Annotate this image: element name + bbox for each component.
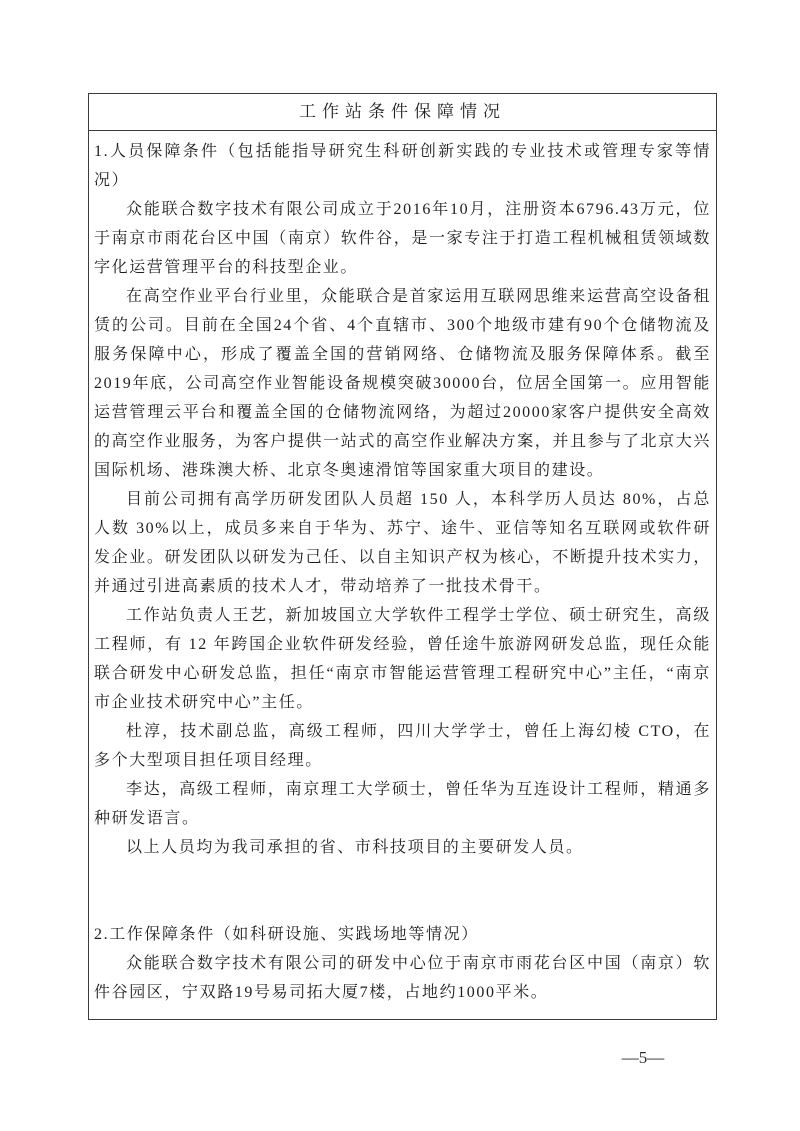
table-body-cell	[89, 131, 716, 1019]
paragraph-industry-position: 在高空作业平台行业里，众能联合是首家运用互联网思维来运营高空设备租赁的公司。目前在全国24个省、4个直辖市、300个地级市建有90个仓储物流及服务保障中心，形成了覆盖全国的营销网络、仓储物流及服务保障体系。截至2019年底，公司高空作业智能设备规模突破30000台，位居全国第一。应用智能运营管理云平台和覆盖全国的仓储物流网络，为超过20000家客户提供安全高效的高空作业服务，为客户提供一站式的高空作业解决方案，并且参与了北京大兴国际机场、港珠澳大桥、北京冬奥速滑馆等国家重大项目的建设。	[94, 288, 711, 479]
paragraph-rd-team: 目前公司拥有高学历研发团队人员超 150 人，本科学历人员达 80%，占总人数 30%以上，成员多来自于华为、苏宁、途牛、亚信等知名互联网或软件研发企业。研发团队以研发为己任、以自主知识产权为核心，不断提升技术实力，并通过引进高素质的技术人才，带动培养了一批技术骨干。	[94, 491, 711, 595]
paragraph-facility: 众能联合数字技术有限公司的研发中心位于南京市雨花台区中国（南京）软件谷园区，宁双路19号易司拓大厦7楼，占地约1000平米。	[94, 955, 711, 1001]
table-title: 工作站条件保障情况	[89, 94, 716, 131]
paragraph-personnel-note: 以上人员均为我司承担的省、市科技项目的主要研发人员。	[126, 839, 584, 856]
section-2-heading: 2.工作保障条件（如科研设施、实践场地等情况）	[94, 926, 479, 943]
paragraph-du-chun: 杜淳，技术副总监，高级工程师，四川大学学士，曾任上海幻棱 CTO，在多个大型项目担任项目经理。	[94, 723, 711, 769]
blank-space	[94, 862, 711, 920]
section-1-heading: 1.人员保障条件（包括能指导研究生科研创新实践的专业技术或管理专家等情况）	[94, 143, 711, 189]
paragraph-station-leader: 工作站负责人王艺，新加坡国立大学软件工程学士学位、硕士研究生，高级工程师，有 12 年跨国企业软件研发经验，曾任途牛旅游网研发总监，现任众能联合研发中心研发总监，担任“南京市智能运营管理工程研究中心”主任，“南京市企业技术研究中心”主任。	[94, 607, 711, 711]
paragraph-li-da: 李达，高级工程师，南京理工大学硕士，曾任华为互连设计工程师，精通多种研发语言。	[94, 781, 711, 827]
conditions-table	[88, 93, 717, 1020]
page-number: —5—	[621, 1048, 665, 1067]
paragraph-company-intro: 众能联合数字技术有限公司成立于2016年10月，注册资本6796.43万元，位于南京市雨花台区中国（南京）软件谷，是一家专注于打造工程机械租赁领域数字化运营管理平台的科技型企业。	[94, 201, 711, 276]
